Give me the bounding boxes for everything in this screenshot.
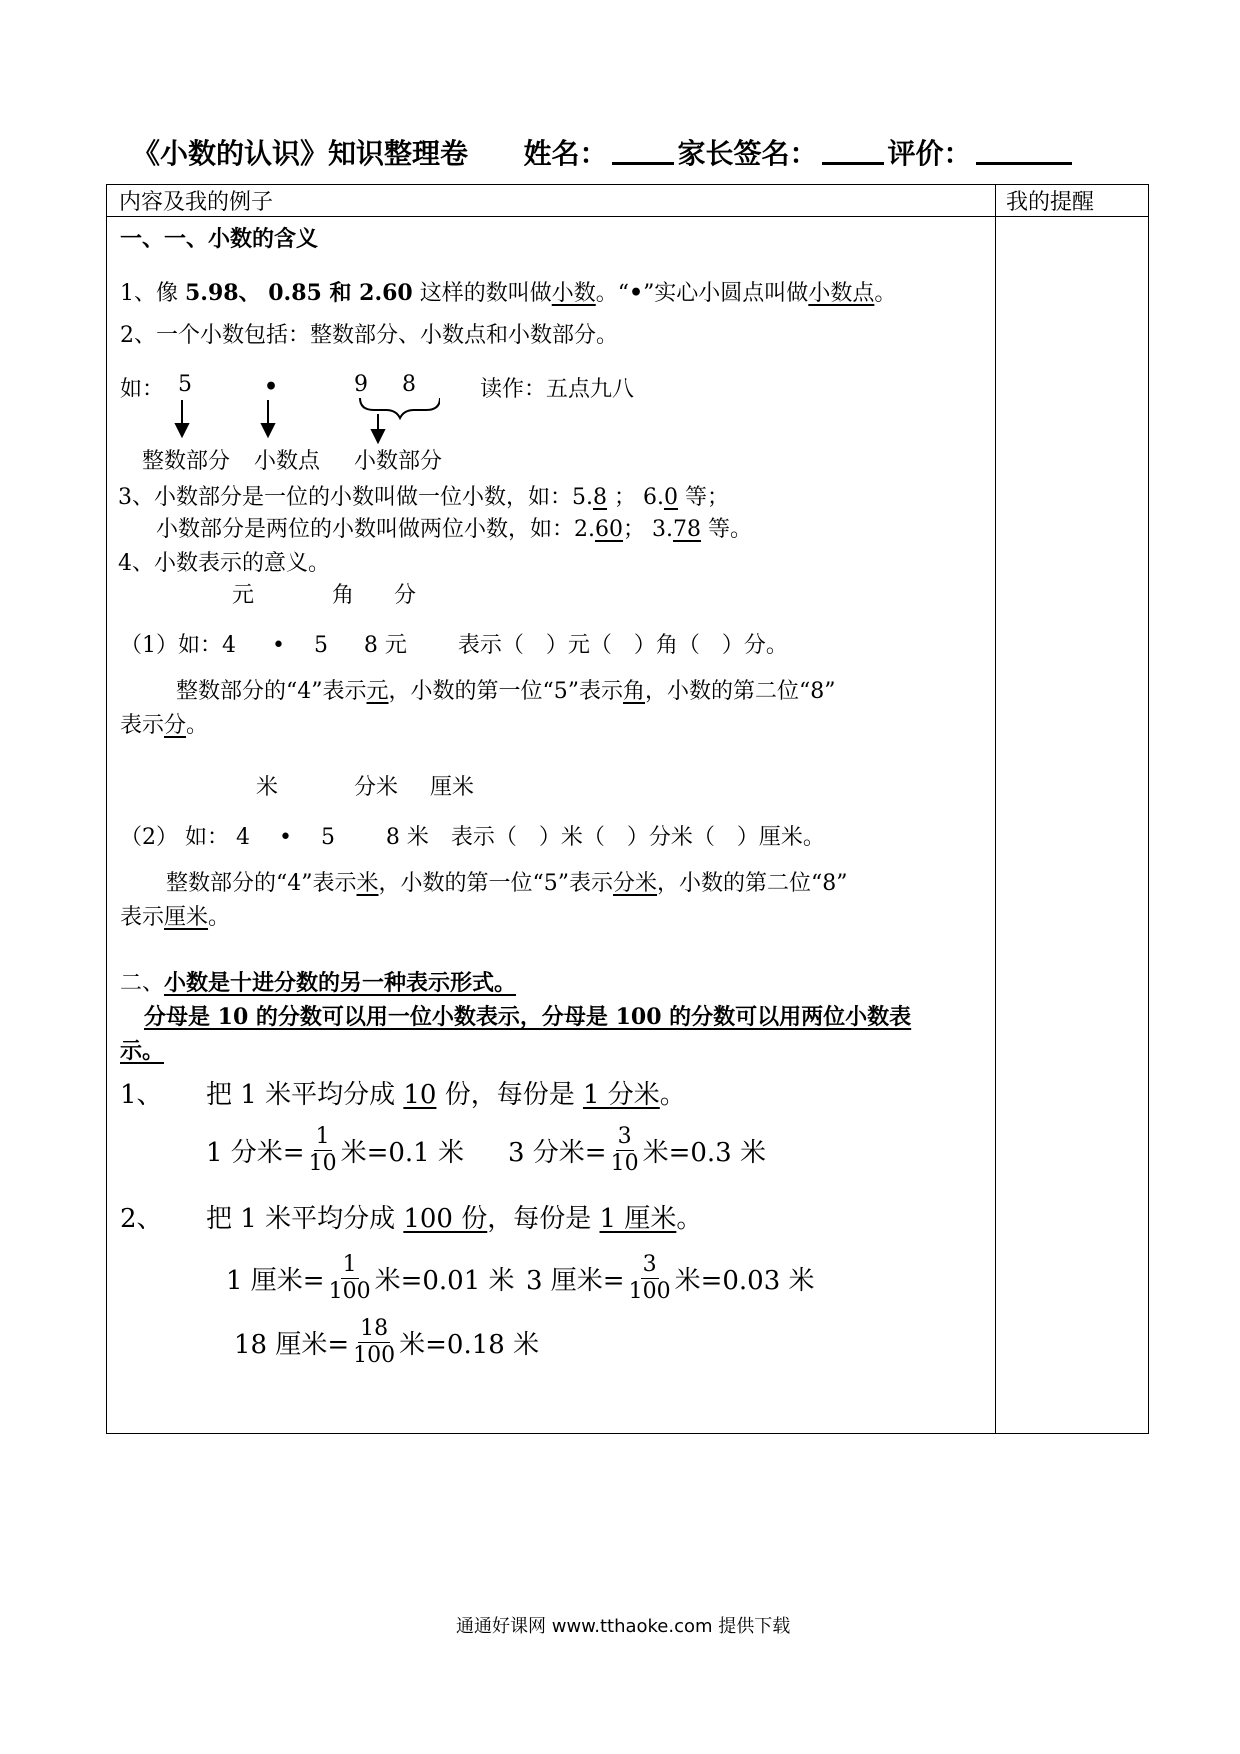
example-label: 如： xyxy=(120,377,165,402)
unit-limi: 厘米 xyxy=(430,775,475,800)
fraction-rule-b: 示。 xyxy=(120,1038,165,1064)
example1-explain-a: 整数部分的“4”表示元，小数的第一位“5”表示角，小数的第二位“8” xyxy=(176,679,836,704)
item1-number: 1、 xyxy=(120,1080,163,1110)
label-decimal-part: 小数部分 xyxy=(354,449,443,474)
example1-explain-b: 表示分。 xyxy=(120,713,209,738)
item1-line: 把 1 米平均分成 10 份，每份是 1 分米。 xyxy=(206,1080,686,1110)
section2-heading: 二、小数是十进分数的另一种表示形式。 xyxy=(120,970,517,996)
reminder-cell[interactable] xyxy=(996,217,1149,1434)
parts-line: 2、一个小数包括：整数部分、小数点和小数部分。 xyxy=(120,323,618,348)
fraction-3-10: $\frac{3}{10}$ xyxy=(610,1124,639,1176)
unit-fenmi: 分米 xyxy=(354,775,399,800)
one-place-line: 3、小数部分是一位的小数叫做一位小数，如：5.8 ； 6.0 等； xyxy=(118,485,729,510)
example-digit-int: 5 xyxy=(178,372,192,397)
meaning-line: 4、小数表示的意义。 xyxy=(118,551,330,576)
label-integer-part: 整数部分 xyxy=(142,449,231,474)
two-place-line: 小数部分是两位的小数叫做两位小数，如：2.60； 3.78 等。 xyxy=(156,517,752,542)
example2-explain-b: 表示厘米。 xyxy=(120,905,231,930)
col-header-reminder: 我的提醒 xyxy=(996,185,1149,217)
footer-source: 通通好课网 www.tthaoke.com 提供下载 xyxy=(456,1616,791,1637)
fraction-18-100: $\frac{18}{100}$ xyxy=(353,1316,396,1368)
name-label: 姓名： xyxy=(523,137,608,170)
example2-line: （2） 如： 4 • 5 8 米 表示（ ）米（ ）分米（ ）厘米。 xyxy=(120,825,825,850)
eval-blank[interactable] xyxy=(976,136,1072,165)
unit-fen: 分 xyxy=(394,583,417,608)
sign-label: 家长签名： xyxy=(677,137,818,170)
item2-number: 2、 xyxy=(120,1204,163,1234)
fraction-1-10: $\frac{1}{10}$ xyxy=(308,1124,337,1176)
formula-18cm: 18 厘米= $\frac{18}{100}$ 米=0.18 米 xyxy=(234,1316,540,1368)
col-header-content: 内容及我的例子 xyxy=(107,185,996,217)
section1-heading: 一、一、小数的含义 xyxy=(120,227,319,252)
example1-line: （1）如：4 • 5 8 元 表示（ ）元（ ）角（ ）分。 xyxy=(120,633,788,658)
name-blank[interactable] xyxy=(612,136,674,165)
sign-blank[interactable] xyxy=(822,136,884,165)
unit-jiao: 角 xyxy=(332,583,355,608)
unit-mi: 米 xyxy=(256,775,279,800)
page-title-line xyxy=(132,132,1076,172)
example-numbers: 5.98、 0.85 和 2.60 xyxy=(185,280,413,306)
formula-1cm: 1 厘米= $\frac{1}{100}$ 米=0.01 米 xyxy=(226,1252,515,1304)
example2-explain-a: 整数部分的“4”表示米，小数的第一位“5”表示分米，小数的第二位“8” xyxy=(166,871,848,896)
unit-yuan: 元 xyxy=(232,583,255,608)
formula-3dm: 3 分米= $\frac{3}{10}$ 米=0.3 米 xyxy=(508,1124,766,1176)
page-title: 《小数的认识》知识整理卷 xyxy=(132,137,469,170)
item2-line: 把 1 米平均分成 100 份，每份是 1 厘米。 xyxy=(206,1204,703,1234)
fraction-1-100: $\frac{1}{100}$ xyxy=(328,1252,371,1304)
fraction-3-100: $\frac{3}{100}$ xyxy=(628,1252,671,1304)
example-digit-9: 9 xyxy=(354,372,368,397)
example-digit-8: 8 xyxy=(402,372,416,397)
example-decimal-point: • xyxy=(264,374,279,400)
formula-1dm: 1 分米= $\frac{1}{10}$ 米=0.1 米 xyxy=(206,1124,464,1176)
definition-line: 1、像 5.98、 0.85 和 2.60 这样的数叫做小数。“•”实心小圆点叫做小数点。 xyxy=(120,280,897,306)
fraction-rule-a: 分母是 10 的分数可以用一位小数表示，分母是 100 的分数可以用两位小数表 xyxy=(144,1004,912,1030)
example-reading: 读作：五点九八 xyxy=(480,377,635,402)
eval-label: 评价： xyxy=(887,137,972,170)
label-decimal-point: 小数点 xyxy=(254,449,321,474)
formula-3cm: 3 厘米= $\frac{3}{100}$ 米=0.03 米 xyxy=(526,1252,815,1304)
